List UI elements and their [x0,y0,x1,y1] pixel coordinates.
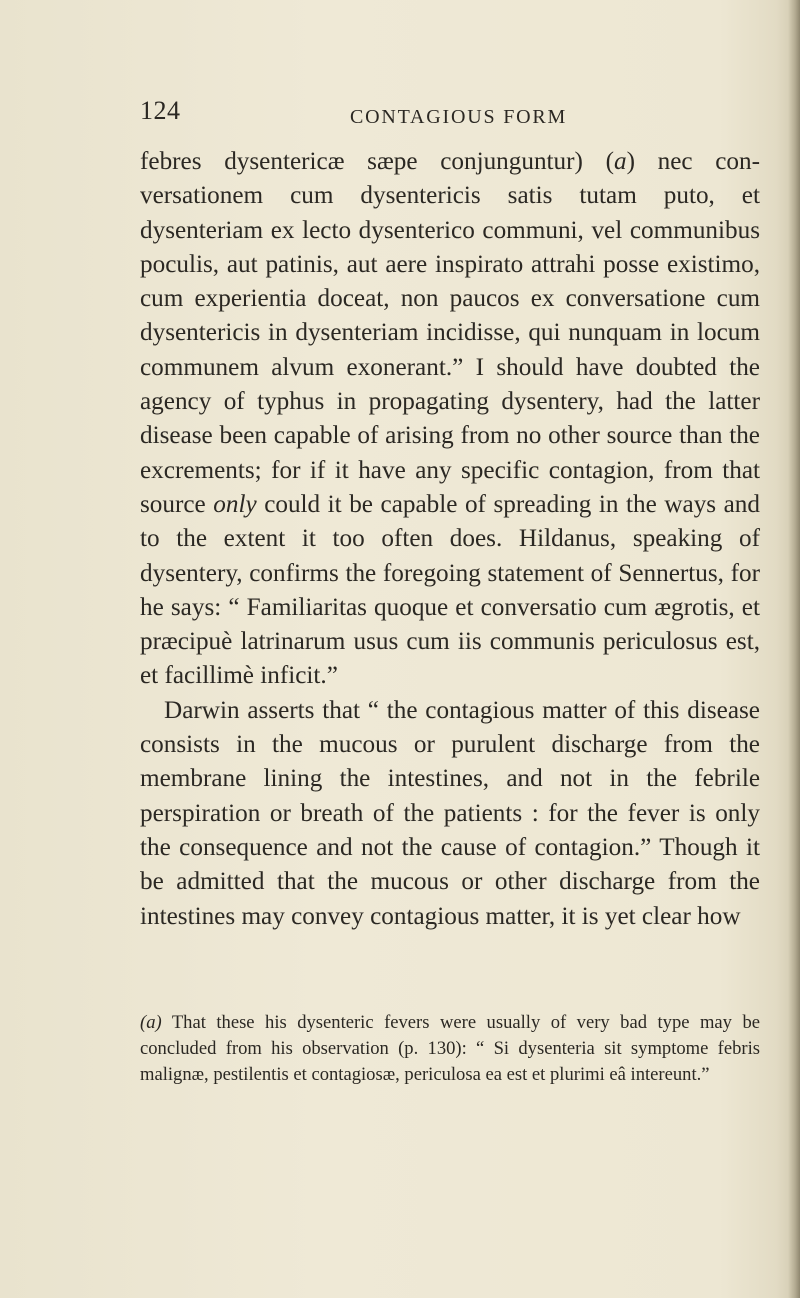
footnote-reference: a [613,148,627,175]
page-number: 124 [140,96,181,125]
footnote-mark: (a) [140,1012,162,1033]
page-header [140,96,760,136]
page-edge-shadow [788,0,800,1298]
footnote-text [140,1010,760,1088]
running-head: CONTAGIOUS FORM [350,106,568,128]
footnote-body: That these his dysenteric fevers were usually of very bad type may be concluded from his observation (p. 130): “ Si dysenteria sit symptome febris malignæ, pestilentis et contagiosæ, periculosa ea est et plurimi eâ intereunt.” [140,1012,760,1085]
paragraph-1 [140,145,760,694]
paragraph-1-part-b: ) nec conversationem cum dysentericis satis tutam puto, et dysenteriam ex lecto dysenterico communi, vel communibus poculis, aut patinis, aut aere inspirato attrahi posse existimo, cum experientia doceat, non paucos ex conversatione cum dysentericis in dysenteriam incidisse, qui nunquam in locum communem alvum exonerant.” I should have doubted the agency of typhus in propagating dysentery, had the latter disease been capable of arising from no other source than the excrements; for if it have any specific contagion, from that source [140,148,760,518]
paragraph-1-part-a: febres dysentericæ sæpe conjunguntur) ( [140,148,614,175]
paragraph-2: Darwin asserts that “ the contagious matter of this disease consists in the mucous or purulent discharge from the membrane lining the intestines, and not in the febrile perspiration or breath of the patients : for the fever is only the consequence and not the cause of contagion.” Though it be admitted that the mucous or other discharge from the intestines may convey contagious matter, it is yet clear how [140,696,760,930]
footnote [140,1010,760,1088]
emphasis-only: only [213,490,257,518]
main-text [140,145,760,934]
paragraph-1-part-c: could it be capable of spreading in the ways and to the extent it too often does. Hildanus, speaking of dysentery, confirms the foregoing statement of Sennertus, for he says: “ Familiaritas quoque et conversatio cum ægrotis, et præcipuè latrinarum usus cum iis communis periculosus est, et facillimè inficit.” [140,490,760,690]
